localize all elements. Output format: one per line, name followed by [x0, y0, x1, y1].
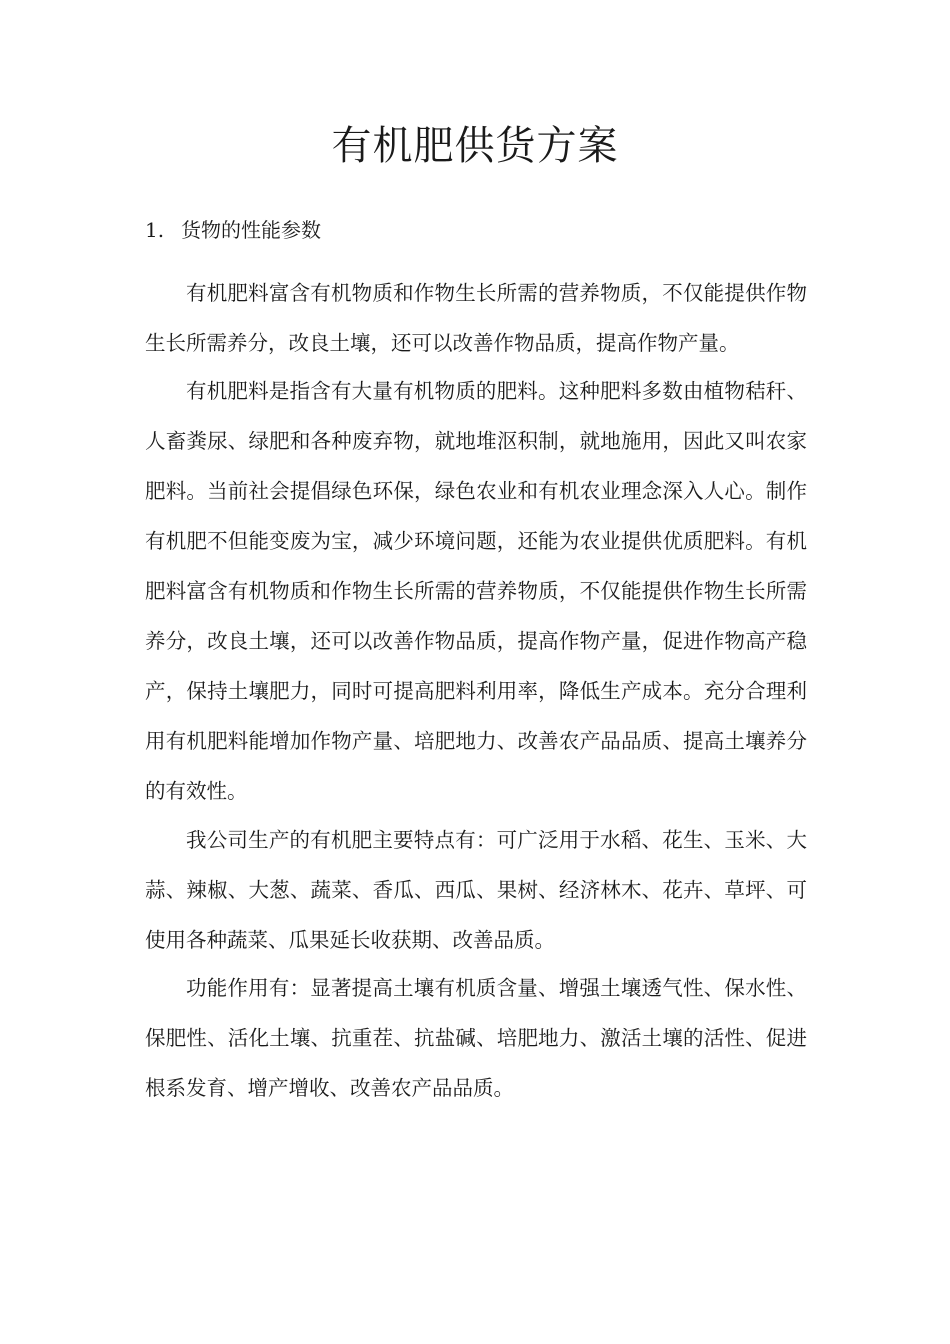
paragraph-definition: 有机肥料是指含有大量有机物质的肥料。这种肥料多数由植物秸秆、人畜粪尿、绿肥和各种废弃物，就地堆沤积制，就地施用，因此又叫农家肥料。当前社会提倡绿色环保，绿色农业和有机农业理念深入人心。制作有机肥不但能变废为宝，减少环境问题，还能为农业提供优质肥料。有机肥料富含有机物质和作物生长所需的营养物质，不仅能提供作物生长所需养分，改良土壤，还可以改善作物品质，提高作物产量，促进作物高产稳产，保持土壤肥力，同时可提高肥料利用率，降低生产成本。充分合理利用有机肥料能增加作物产量、培肥地力、改善农产品品质、提高土壤养分的有效性。 [145, 379, 807, 803]
section-number: 1. [145, 218, 165, 242]
document-title: 有机肥供货方案 [331, 123, 619, 169]
paragraph-features: 我公司生产的有机肥主要特点有：可广泛用于水稻、花生、玉米、大蒜、辣椒、大葱、蔬菜、香瓜、西瓜、果树、经济林木、花卉、草坪、可使用各种蔬菜、瓜果延长收获期、改善品质。 [145, 828, 807, 952]
section-heading-text: 货物的性能参数 [181, 218, 321, 242]
paragraph-intro: 有机肥料富含有机物质和作物生长所需的营养物质，不仅能提供作物生长所需养分，改良土壤，还可以改善作物品质，提高作物产量。 [145, 281, 807, 355]
section-heading [145, 215, 321, 245]
paragraph-functions: 功能作用有：显著提高土壤有机质含量、增强土壤透气性、保水性、保肥性、活化土壤、抗重茬、抗盐碱、培肥地力、激活土壤的活性、促进根系发育、增产增收、改善农产品品质。 [145, 976, 807, 1100]
